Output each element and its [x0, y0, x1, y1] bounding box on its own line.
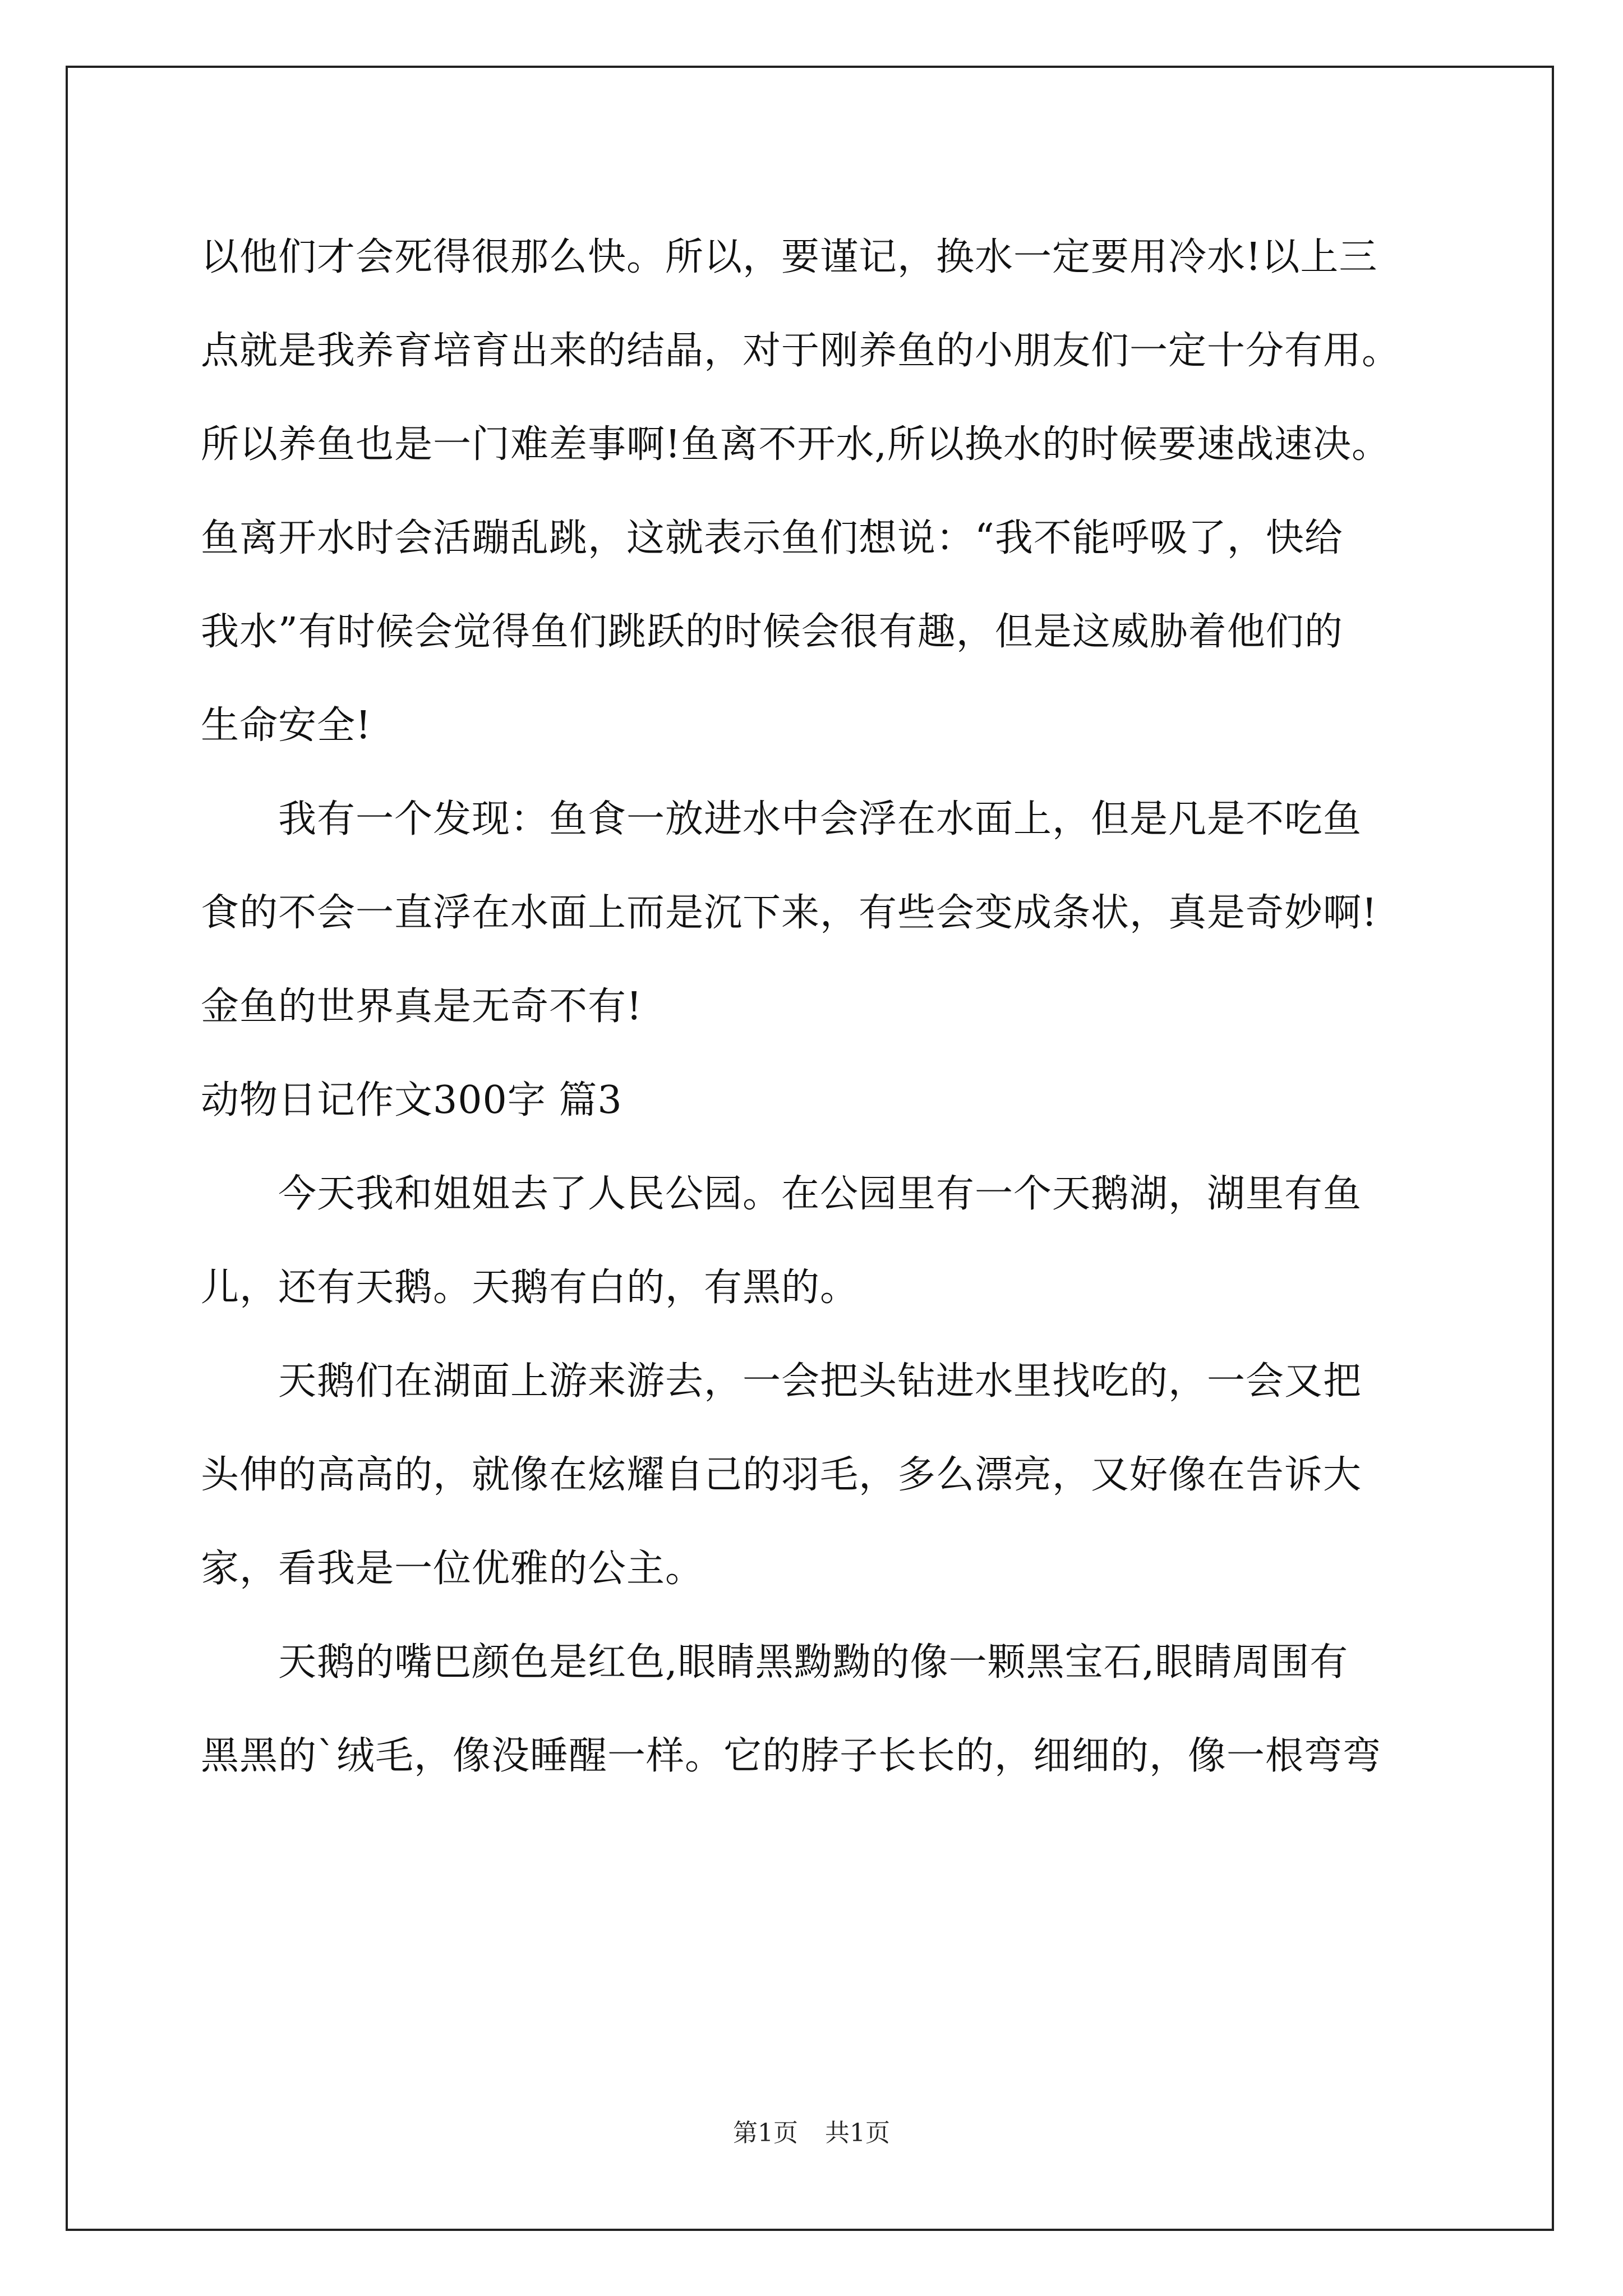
section-heading: 动物日记作文300字 篇3	[201, 1078, 623, 1122]
paragraph-line: 以他们才会死得很那么快。所以，要谨记，换水一定要用冷水!以上三	[201, 235, 1378, 279]
paragraph-line: 所以养鱼也是一门难差事啊!鱼离不开水,所以换水的时候要速战速决。	[201, 422, 1390, 467]
paragraph-line: 生命安全!	[201, 703, 372, 748]
paragraph-line: 我有一个发现：鱼食一放进水中会浮在水面上，但是凡是不吃鱼	[278, 797, 1362, 841]
paragraph-line: 我水”有时候会觉得鱼们跳跃的时候会很有趣，但是这威胁着他们的	[201, 610, 1343, 654]
page-footer	[0, 2116, 1623, 2150]
paragraph-line: 黑黑的`绒毛，像没睡醒一样。它的脖子长长的，细细的，像一根弯弯	[201, 1734, 1382, 1778]
paragraph-line: 儿，还有天鹅。天鹅有白的，有黑的。	[201, 1266, 859, 1310]
paragraph-line: 食的不会一直浮在水面上而是沉下来，有些会变成条状，真是奇妙啊!	[201, 891, 1378, 935]
page-number-total: 共1页	[825, 2119, 890, 2147]
paragraph-line: 今天我和姐姐去了人民公园。在公园里有一个天鹅湖，湖里有鱼	[278, 1172, 1362, 1216]
paragraph-line: 天鹅的嘴巴颜色是红色,眼睛黑黝黝的像一颗黑宝石,眼睛周围有	[278, 1640, 1349, 1685]
paragraph-line: 家，看我是一位优雅的公主。	[201, 1547, 704, 1591]
page-number-current: 第1页	[733, 2119, 798, 2147]
paragraph-line: 鱼离开水时会活蹦乱跳，这就表示鱼们想说：“我不能呼吸了，快给	[201, 516, 1343, 560]
paragraph-line: 点就是我养育培育出来的结晶，对于刚养鱼的小朋友们一定十分有用。	[201, 329, 1401, 373]
paragraph-line: 金鱼的世界真是无奇不有!	[201, 984, 643, 1029]
paragraph-line: 头伸的高高的，就像在炫耀自己的羽毛，多么漂亮，又好像在告诉大	[201, 1453, 1362, 1497]
paragraph-line: 天鹅们在湖面上游来游去，一会把头钻进水里找吃的，一会又把	[278, 1359, 1362, 1404]
document-body	[201, 210, 1435, 1803]
